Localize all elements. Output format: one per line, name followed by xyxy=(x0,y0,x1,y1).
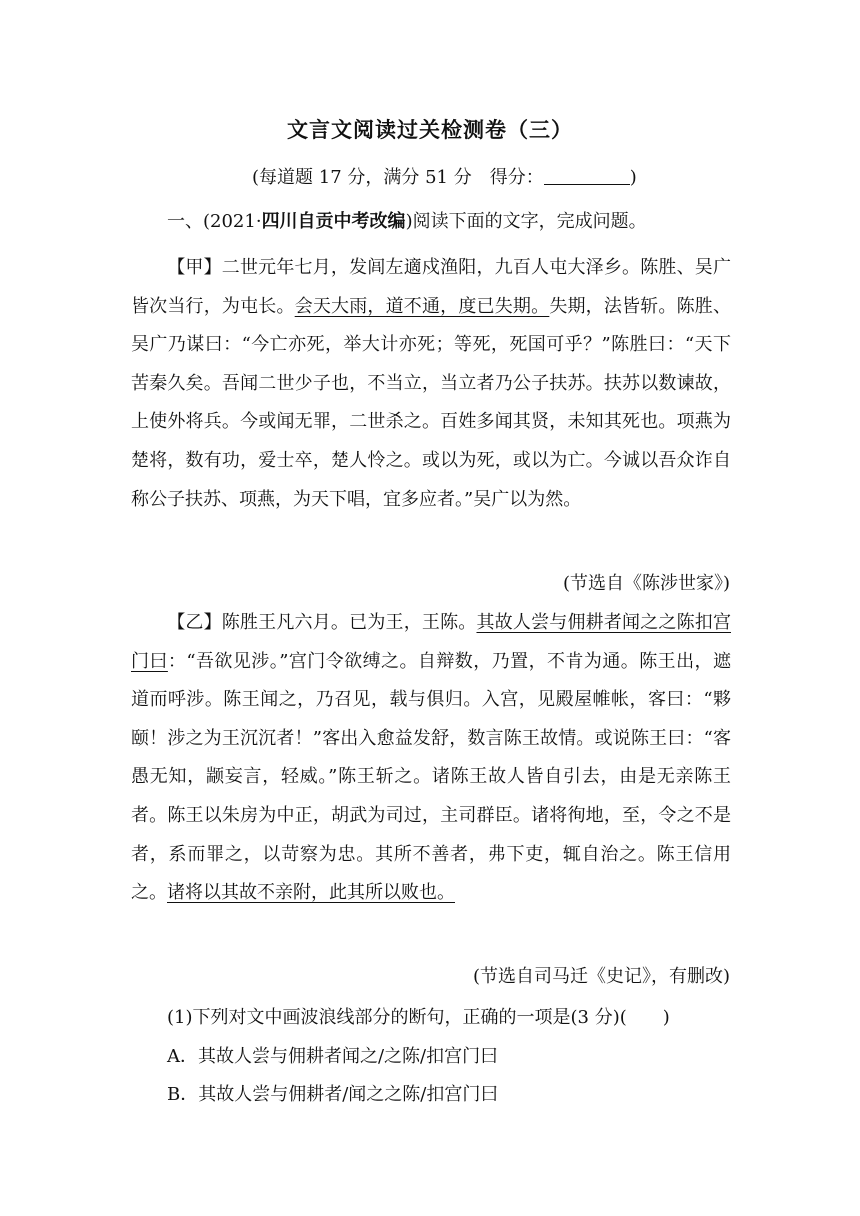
section-heading xyxy=(167,210,647,234)
passage-yi-text-2: ：“吾欲见涉。”宫门令欲缚之。自辩数，乃置，不肯为通。陈王出，遮道而呼涉。陈王闻之，乃召见，载与俱归。入宫，见殿屋帷帐，客曰：“夥颐！涉之为王沉沉者！”客出入愈益发舒，数言陈王故情。或说陈王曰：“客愚无知，颛妄言，轻威。”陈王斩之。诸陈王故人皆自引去，由是无亲陈王者。陈王以朱房为中正，胡武为司过，主司群臣。诸将徇地，至，令之不是者，系而罪之，以苛察为忠。其所不善者，弗下吏，辄自治之。陈王信用之。 xyxy=(131,650,732,904)
passage-yi-wavy: 其故人尝与佣耕者闻之之陈扣宫门曰 xyxy=(131,612,731,672)
question-1-option-a[interactable]: A．其故人尝与佣耕者闻之/之陈/扣宫门曰 xyxy=(167,1046,499,1067)
passage-jia-text-2: 失期，法皆斩。陈胜、吴广乃谋曰：“今亡亦死，举大计亦死；等死，死国可乎？”陈胜曰：“天下苦秦久矣。吾闻二世少子也，不当立，当立者乃公子扶苏。扶苏以数谏故，上使外将兵。今或闻无罪，二世杀之。百姓多闻其贤，未知其死也。项燕为楚将，数有功，爱士卒，楚人怜之。或以为死，或以为亡。今诚以吾众诈自称公子扶苏、项燕，为天下唱，宜多应者。”吴广以为然。 xyxy=(131,295,731,510)
passage-yi xyxy=(131,604,731,913)
question-1-option-b[interactable]: B．其故人尝与佣耕者/闻之之陈/扣宫门曰 xyxy=(167,1084,499,1105)
section-suffix: )阅读下面的文字，完成问题。 xyxy=(405,211,647,232)
section-prefix: 一、(2021· xyxy=(167,211,262,232)
score-line xyxy=(252,166,637,190)
passage-jia-text-1: 【甲】二世元年七月，发闾左適戍渔阳，九百人屯大泽乡。陈胜、吴广皆次当行，为屯长。 xyxy=(131,257,731,317)
question-1-stem: (1)下列对文中画波浪线部分的断句，正确的一项是(3 分)( ) xyxy=(167,1007,670,1028)
passage-jia-underlined: 会天大雨，道不通，度已失期。 xyxy=(294,295,550,317)
page-title: 文言文阅读过关检测卷（三） xyxy=(287,118,573,142)
score-blank[interactable] xyxy=(544,166,630,185)
passage-jia xyxy=(131,249,731,519)
section-source: 四川自贡中考改编 xyxy=(261,211,406,232)
passage-jia-source: (节选自《陈涉世家》) xyxy=(562,573,730,594)
passage-yi-underlined: 诸将以其故不亲附，此其所以败也。 xyxy=(167,882,455,904)
score-line-prefix: (每道题 17 分，满分 51 分 得分： xyxy=(252,167,544,188)
passage-yi-source: (节选自司马迁《史记》，有删改) xyxy=(472,966,730,987)
passage-yi-text-1: 【乙】陈胜王凡六月。已为王，王陈。 xyxy=(167,612,477,633)
score-line-suffix: ) xyxy=(629,167,637,188)
